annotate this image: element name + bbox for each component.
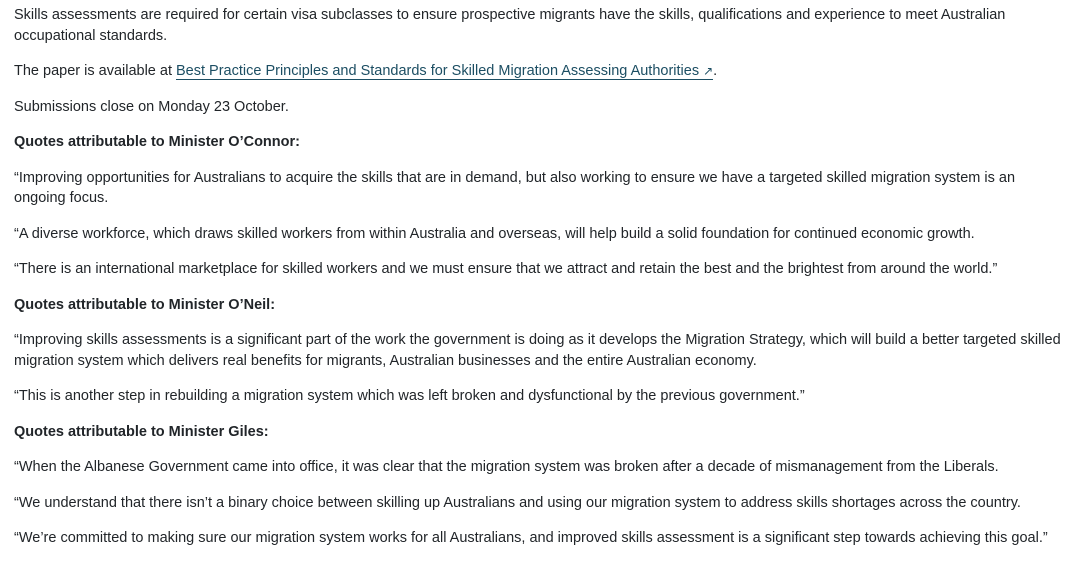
quote-oconnor-1: “Improving opportunities for Australians to acquire the skills that are in demand, but also working to ensure we have a targeted skilled migration system is an ongoing focus. [14,169,1016,206]
external-link-icon: ↗ [703,64,714,78]
quote-oneil-1: “Improving skills assessments is a significant part of the work the government is doing as it develops the Migration Strategy, which will build a better targeted skilled migration system which delivers real benefits for migrants, Australian businesses and the entire Australian economy. [14,332,1061,369]
paper-availability-paragraph [14,61,1066,82]
quote-giles-2: “We understand that there isn’t a binary choice between skilling up Australians and using our migration system to address skills shortages across the country. [14,494,1021,511]
heading-minister-oconnor: Quotes attributable to Minister O’Connor: [14,134,300,150]
quote-giles-3: “We’re committed to making sure our migration system works for all Australians, and improved skills assessment is a significant step towards achieving this goal.” [14,530,1048,546]
paper-availability-suffix: . [713,63,718,79]
quote-oneil-2: “This is another step in rebuilding a migration system which was left broken and dysfunctional by the previous government.” [14,388,805,404]
heading-minister-giles: Quotes attributable to Minister Giles: [14,423,269,440]
submissions-close-paragraph: Submissions close on Monday 23 October. [14,98,289,115]
heading-minister-oneil: Quotes attributable to Minister O’Neil: [14,296,276,313]
best-practice-principles-link[interactable] [176,63,713,80]
best-practice-principles-link-label: Best Practice Principles and Standards for Skilled Migration Assessing Authorities [176,63,700,79]
intro-paragraph: Skills assessments are required for certain visa subclasses to ensure prospective migrants have the skills, qualifications and experience to meet Australian occupational standards. [14,7,1006,44]
quote-oconnor-3: “There is an international marketplace for skilled workers and we must ensure that we attract and retain the best and the brightest from around the world.” [14,261,998,277]
quote-giles-1: “When the Albanese Government came into office, it was clear that the migration system was broken after a decade of mismanagement from the Liberals. [14,459,999,475]
quote-oconnor-2: “A diverse workforce, which draws skilled workers from within Australia and overseas, will help build a solid foundation for continued economic growth. [14,225,975,242]
paper-availability-prefix: The paper is available at [14,63,177,79]
